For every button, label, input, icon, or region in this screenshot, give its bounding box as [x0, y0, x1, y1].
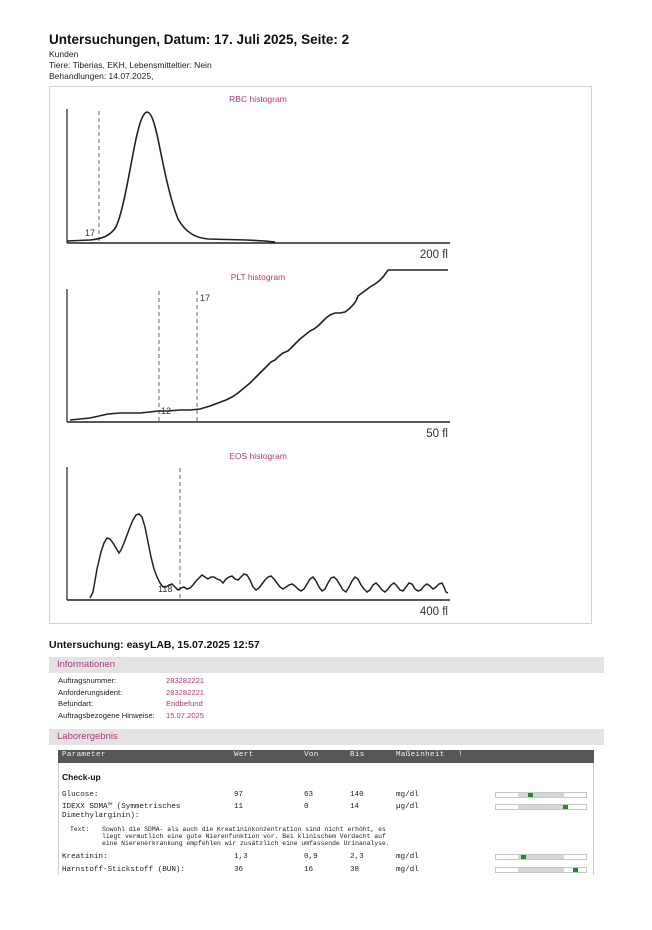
result-ref-low: 16 — [304, 866, 314, 874]
histogram-panel — [49, 86, 592, 624]
page-title: Untersuchungen, Datum: 17. Juli 2025, Seite: 2 — [49, 32, 350, 47]
result-parameter: Glucose: — [62, 791, 99, 799]
result-marker — [528, 793, 533, 797]
eos-histogram-title: EOS histogram — [229, 451, 287, 461]
plt-marker-label-high: 17 — [200, 293, 211, 303]
result-unit: mg/dl — [396, 866, 419, 874]
customer-line: Kunden — [49, 49, 79, 59]
result-ref-high: 2,3 — [350, 853, 364, 861]
info-label: Auftragsnummer: — [58, 676, 117, 685]
results-group-title: Check-up — [62, 772, 101, 782]
plt-unit-label: 50 fl — [426, 428, 448, 440]
reference-range — [518, 868, 564, 872]
eos-unit-label: 400 fl — [419, 606, 448, 618]
result-ref-low: 0 — [304, 803, 309, 811]
result-value: 11 — [234, 803, 244, 811]
info-label: Anforderungsident: — [58, 688, 123, 697]
column-header-von: Von — [304, 751, 319, 759]
result-ref-high: 38 — [350, 866, 360, 874]
result-marker — [563, 805, 568, 809]
info-value: 283282221 — [166, 688, 205, 697]
range-indicator — [495, 792, 587, 798]
note-line: eine Nierenerkrankung empfehlen wir zusätzlich eine umfassende Urinanalyse. — [102, 840, 390, 847]
info-value: Endbefund — [166, 699, 203, 708]
result-parameter: Harnstoff-Stickstoff (BUN): — [62, 866, 186, 874]
result-unit: mg/dl — [396, 791, 419, 799]
result-ref-high: 140 — [350, 791, 364, 799]
info-label: Auftragsbezogene Hinweise: — [58, 711, 155, 720]
result-ref-low: 0,9 — [304, 853, 318, 861]
result-unit: mg/dl — [396, 853, 419, 861]
rbc-histogram-title: RBC histogram — [229, 94, 287, 104]
results-table-header — [58, 750, 594, 763]
column-header-bis: Bis — [350, 751, 365, 759]
result-parameter: IDEXX SDMA™ (Symmetrisches — [62, 803, 181, 811]
exam-title: Untersuchung: easyLAB, 15.07.2025 12:57 — [49, 639, 260, 651]
info-section-title: Informationen — [57, 659, 116, 670]
result-ref-high: 14 — [350, 803, 360, 811]
note-line: Sowohl die SDMA- als auch die Kreatininkonzentration sind nicht erhöht, es — [102, 826, 386, 833]
reference-range — [518, 805, 564, 809]
column-header-wert: Wert — [234, 751, 254, 759]
info-value: 15.07.2025 — [166, 711, 205, 720]
column-header-parameter: Parameter — [62, 751, 106, 759]
result-marker — [573, 868, 578, 872]
rbc-curve — [67, 112, 275, 242]
result-marker — [521, 855, 526, 859]
reference-range — [518, 793, 564, 797]
rbc-unit-label: 200 fl — [419, 249, 448, 261]
note-line: liegt vermutlich eine gute Nierenfunktion vor. Bei klinischem Verdacht auf — [102, 833, 386, 840]
column-header-flag: ! — [458, 751, 463, 759]
plt-marker-label-low: 12 — [161, 406, 172, 416]
note-label: Text: — [70, 826, 90, 833]
info-value: 283282221 — [166, 676, 205, 685]
treatment-line: Behandlungen: 14.07.2025, — [49, 71, 154, 81]
info-label: Befundart: — [58, 699, 94, 708]
result-parameter-continued: Dimethylarginin): — [62, 812, 140, 820]
range-indicator — [495, 854, 587, 860]
results-section-header — [49, 729, 604, 745]
plt-histogram — [67, 270, 450, 440]
range-indicator — [495, 804, 587, 810]
result-value: 97 — [234, 791, 244, 799]
rbc-histogram — [67, 94, 450, 261]
eos-histogram — [67, 451, 450, 618]
eos-marker-label: 118 — [158, 584, 173, 594]
animal-line: Tiere: Tiberias, EKH, Lebensmitteltier: Nein — [49, 60, 212, 70]
result-ref-low: 63 — [304, 791, 314, 799]
result-value: 36 — [234, 866, 244, 874]
result-unit: µg/dl — [396, 803, 419, 811]
result-parameter: Kreatinin: — [62, 853, 108, 861]
eos-curve — [90, 514, 448, 598]
results-section-title: Laborergebnis — [57, 731, 118, 742]
histogram-chart — [50, 87, 593, 625]
plt-histogram-title: PLT histogram — [230, 272, 286, 282]
result-value: 1,3 — [234, 853, 248, 861]
range-indicator — [495, 867, 587, 873]
rbc-marker-label: 17 — [85, 228, 96, 238]
plt-curve — [70, 270, 448, 420]
column-header-einheit: Maßeinheit — [396, 751, 445, 759]
info-section-header — [49, 657, 604, 673]
